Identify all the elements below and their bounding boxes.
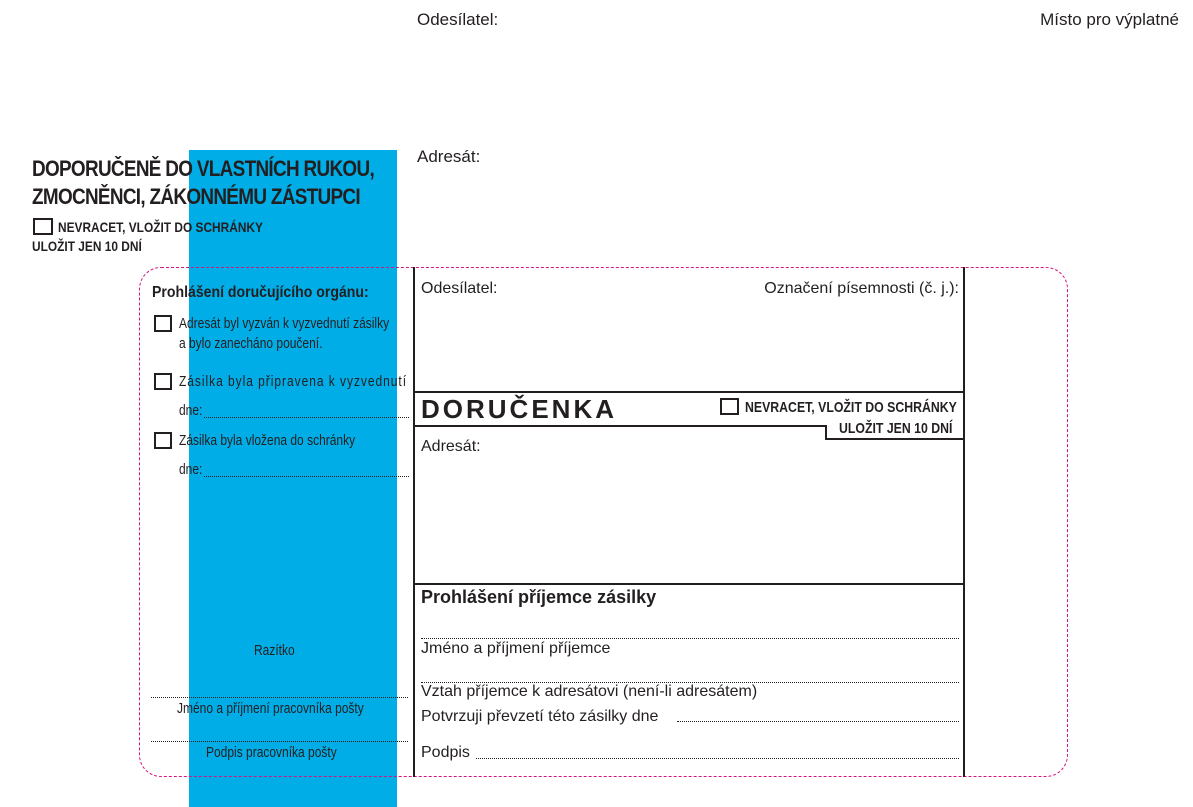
stamp-label: Razítko (254, 642, 295, 659)
divider-title-bottom (413, 425, 826, 427)
receipt-sender-label: Odesílatel: (421, 280, 498, 297)
receipt-store-days: ULOŽIT JEN 10 DNÍ (839, 420, 953, 437)
receipt-no-return-label: NEVRACET, VLOŽIT DO SCHRÁNKY (745, 399, 957, 416)
reference-label: Označení písemnosti (č. j.): (764, 280, 959, 297)
postage-label: Místo pro výplatné (1040, 10, 1179, 29)
worker-signature-field[interactable] (151, 741, 408, 742)
envelope-no-return-label: NEVRACET, VLOŽIT DO SCHRÁNKY (58, 219, 263, 235)
recipient-name-field[interactable] (421, 638, 959, 639)
recipient-declaration-title: Prohlášení příjemce zásilky (421, 587, 657, 607)
item-prepared-for-pickup: Zásilka byla připravena k vyzvednutí (179, 373, 407, 390)
checkbox-prepared-for-pickup[interactable] (154, 373, 172, 390)
mailbox-date-field[interactable] (204, 476, 409, 477)
worker-name-label: Jméno a příjmení pracovníka pošty (177, 700, 364, 717)
relationship-label: Vztah příjemce k adresátovi (není-li adresátem) (421, 683, 758, 700)
envelope-sender-label: Odesílatel: (417, 10, 499, 29)
receipt-addressee-label: Adresát: (421, 438, 481, 455)
item-addressee-notified-line2: a bylo zanecháno poučení. (179, 335, 323, 352)
prepared-date-field[interactable] (204, 417, 409, 418)
mailbox-date-label: dne: (179, 461, 203, 478)
checkbox-addressee-notified[interactable] (154, 315, 172, 332)
divider-title-top (413, 391, 964, 393)
receipt-title: DORUČENKA (421, 394, 617, 424)
recipient-name-label: Jméno a příjmení příjemce (421, 640, 611, 657)
delivery-type-line2: ZMOCNĚNCI, ZÁKONNÉMU ZÁSTUPCI (32, 184, 360, 209)
receipt-left-border (413, 267, 415, 777)
divider-step (825, 425, 827, 439)
envelope-store-days: ULOŽIT JEN 10 DNÍ (32, 238, 142, 254)
prepared-date-label: dne: (179, 402, 203, 419)
worker-name-field[interactable] (151, 697, 408, 698)
confirm-date-field[interactable] (677, 721, 959, 722)
worker-signature-label: Podpis pracovníka pošty (206, 744, 337, 761)
checkbox-placed-in-mailbox[interactable] (154, 432, 172, 449)
divider-step-bottom (825, 438, 964, 440)
envelope-addressee-label: Adresát: (417, 147, 481, 166)
confirm-label: Potvrzuji převzetí této zásilky dne (421, 708, 659, 725)
item-addressee-notified-line1: Adresát byl vyzván k vyzvednutí zásilky (179, 315, 390, 332)
envelope-no-return-checkbox[interactable] (33, 218, 53, 235)
receipt-no-return-checkbox[interactable] (720, 398, 739, 415)
item-placed-in-mailbox: Zásilka byla vložena do schránky (179, 432, 356, 449)
signature-field[interactable] (476, 758, 959, 759)
delivery-type-line1: DOPORUČENĚ DO VLASTNÍCH RUKOU, (32, 156, 375, 181)
receipt-right-border (963, 267, 965, 777)
signature-label: Podpis (421, 744, 470, 761)
divider-declaration-top (413, 583, 964, 585)
carrier-declaration-title: Prohlášení doručujícího orgánu: (152, 284, 369, 301)
